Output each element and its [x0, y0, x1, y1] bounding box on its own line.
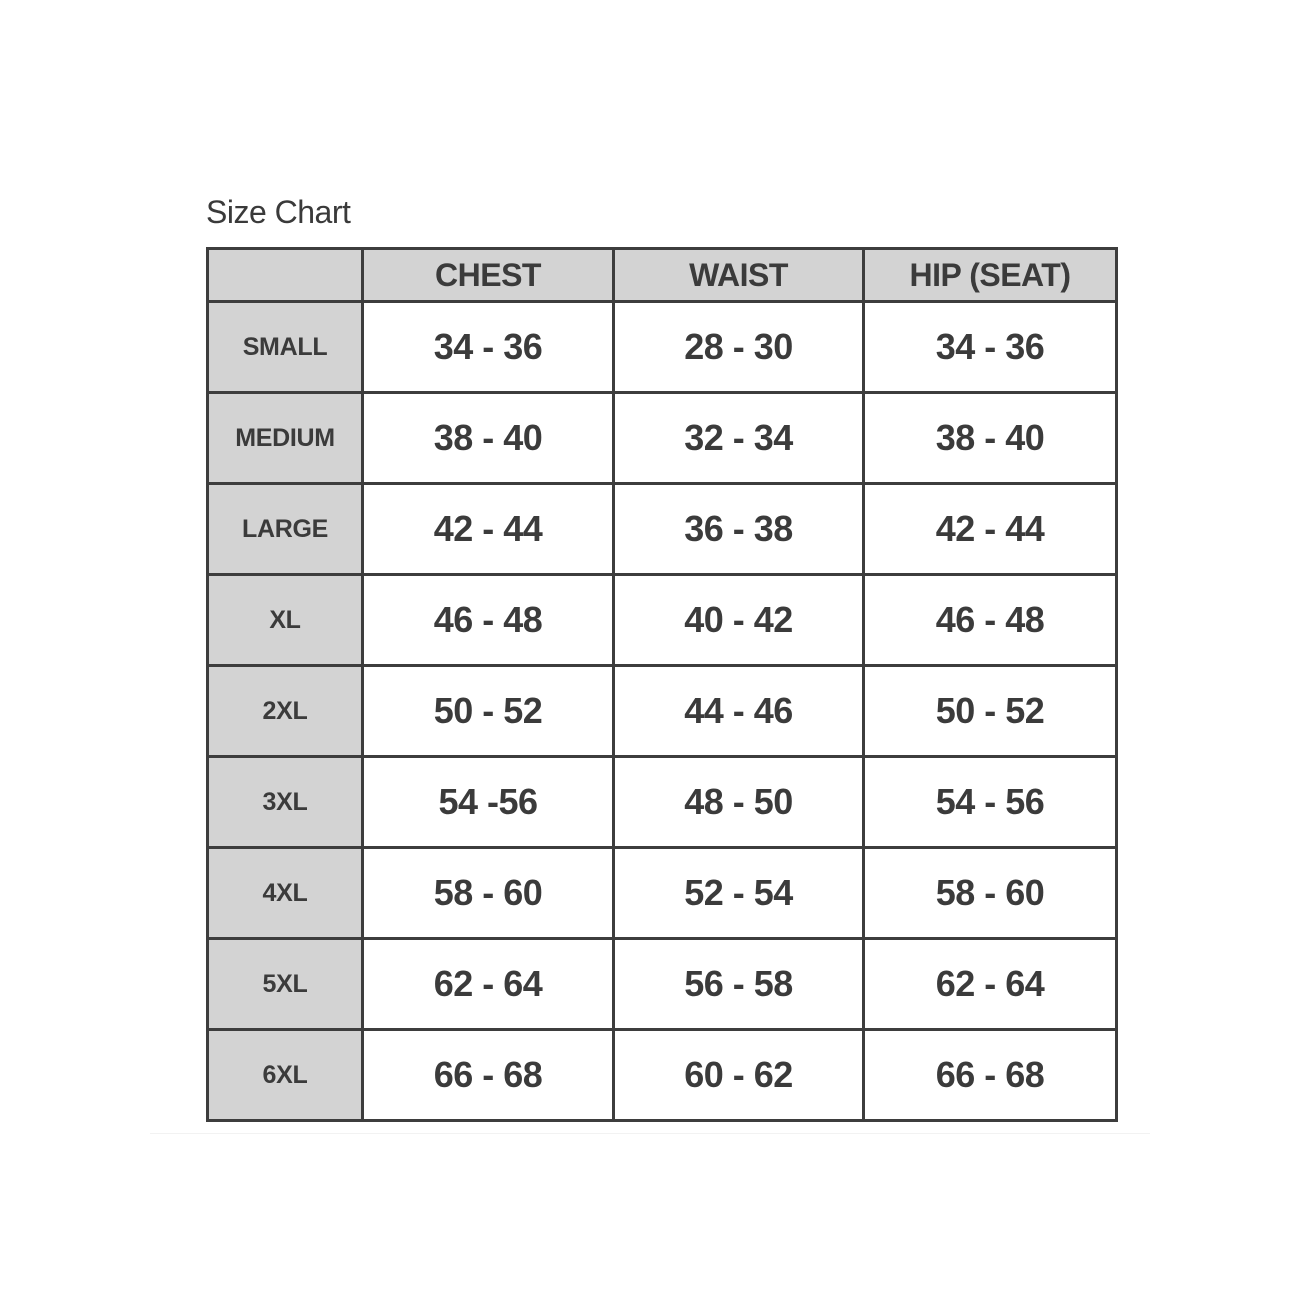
waist-value: 44 - 46 [614, 666, 864, 757]
waist-value: 36 - 38 [614, 484, 864, 575]
size-label: XL [208, 575, 363, 666]
table-row [208, 393, 1117, 484]
size-label: 3XL [208, 757, 363, 848]
hip-value: 50 - 52 [864, 666, 1117, 757]
size-label: 5XL [208, 939, 363, 1030]
waist-value: 56 - 58 [614, 939, 864, 1030]
table-row [208, 302, 1117, 393]
size-label: 2XL [208, 666, 363, 757]
table-row [208, 848, 1117, 939]
hip-value: 42 - 44 [864, 484, 1117, 575]
table-row [208, 666, 1117, 757]
chest-value: 38 - 40 [363, 393, 614, 484]
header-corner-cell [208, 249, 363, 302]
table-row [208, 484, 1117, 575]
waist-value: 48 - 50 [614, 757, 864, 848]
waist-value: 32 - 34 [614, 393, 864, 484]
waist-value: 28 - 30 [614, 302, 864, 393]
hip-value: 38 - 40 [864, 393, 1117, 484]
chest-value: 42 - 44 [363, 484, 614, 575]
bottom-divider [150, 1133, 1150, 1134]
hip-value: 34 - 36 [864, 302, 1117, 393]
waist-value: 52 - 54 [614, 848, 864, 939]
chest-value: 62 - 64 [363, 939, 614, 1030]
header-chest: CHEST [363, 249, 614, 302]
table-row [208, 1030, 1117, 1121]
chest-value: 46 - 48 [363, 575, 614, 666]
chest-value: 54 -56 [363, 757, 614, 848]
hip-value: 54 - 56 [864, 757, 1117, 848]
hip-value: 62 - 64 [864, 939, 1117, 1030]
chest-value: 34 - 36 [363, 302, 614, 393]
hip-value: 66 - 68 [864, 1030, 1117, 1121]
waist-value: 60 - 62 [614, 1030, 864, 1121]
hip-value: 58 - 60 [864, 848, 1117, 939]
chest-value: 66 - 68 [363, 1030, 614, 1121]
header-hip: HIP (SEAT) [864, 249, 1117, 302]
chest-value: 50 - 52 [363, 666, 614, 757]
size-label: LARGE [208, 484, 363, 575]
table-row [208, 575, 1117, 666]
size-chart-table [206, 247, 1118, 1122]
waist-value: 40 - 42 [614, 575, 864, 666]
hip-value: 46 - 48 [864, 575, 1117, 666]
size-label: 6XL [208, 1030, 363, 1121]
table-row [208, 757, 1117, 848]
size-label: SMALL [208, 302, 363, 393]
size-label: MEDIUM [208, 393, 363, 484]
table-row [208, 939, 1117, 1030]
size-label: 4XL [208, 848, 363, 939]
table-header-row [208, 249, 1117, 302]
chest-value: 58 - 60 [363, 848, 614, 939]
header-waist: WAIST [614, 249, 864, 302]
page-title: Size Chart [206, 194, 351, 230]
